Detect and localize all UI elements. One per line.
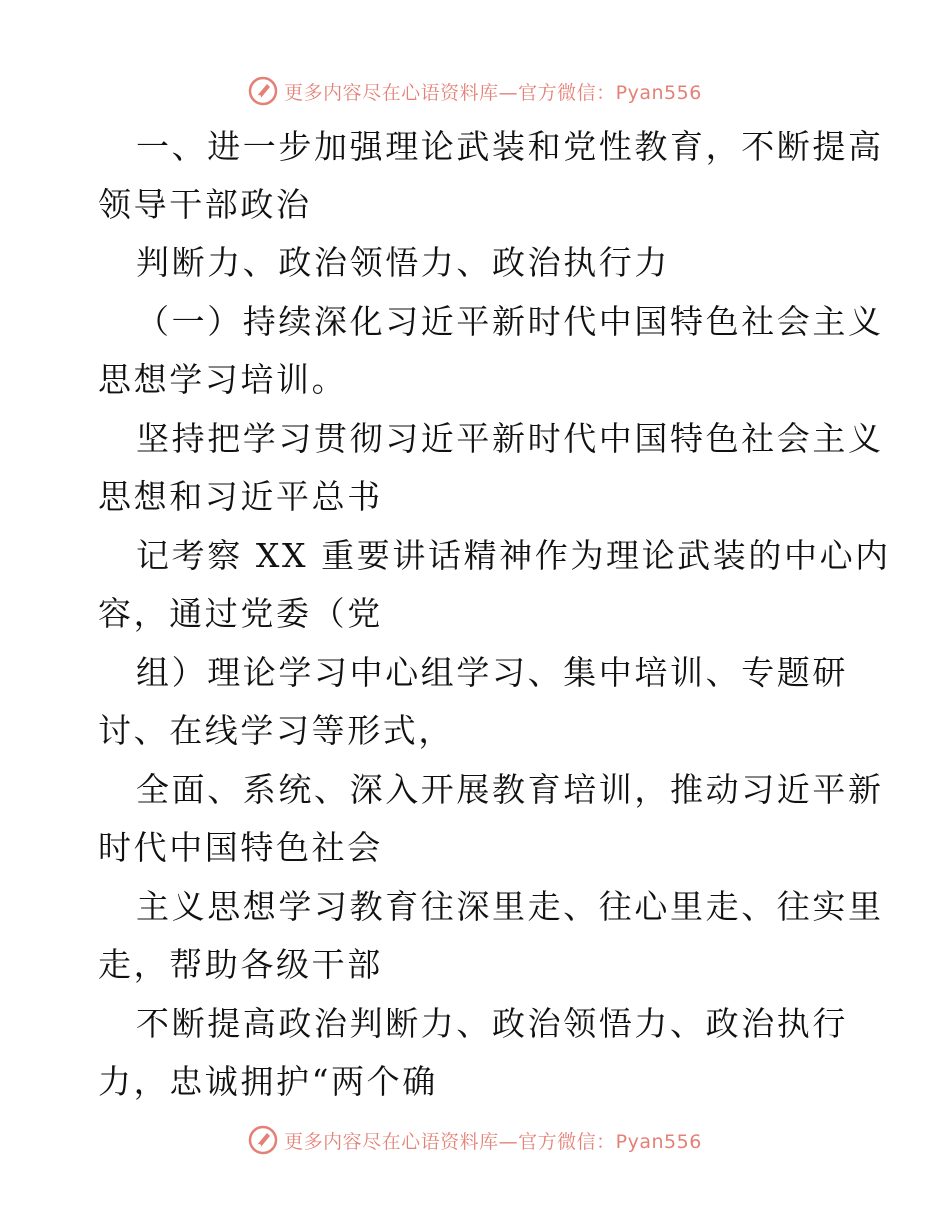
- brand-logo-icon: [248, 76, 278, 106]
- body-line: 走，帮助各级干部: [98, 945, 383, 984]
- body-line: 组）理论学习中心组学习、集中培训、专题研: [136, 653, 848, 692]
- body-line: 时代中国特色社会: [98, 828, 383, 867]
- body-line: 思想和习近平总书: [98, 477, 383, 516]
- body-line: 领导干部政治: [98, 185, 312, 224]
- header-watermark: [0, 71, 950, 111]
- body-line: 主义思想学习教育往深里走、往心里走、往实里: [136, 887, 884, 926]
- body-line: 讨、在线学习等形式，: [98, 711, 454, 750]
- brand-logo-icon: [248, 1125, 278, 1155]
- body-line: 判断力、政治领悟力、政治执行力: [136, 243, 670, 282]
- body-line: 容，通过党委（党: [98, 594, 383, 633]
- watermark-text: 更多内容尽在心语资料库—官方微信：Pyan556: [284, 81, 702, 104]
- body-line: 一、进一步加强理论武装和党性教育，不断提高: [136, 127, 884, 166]
- body-line: 力，忠诚拥护“两个确: [98, 1062, 438, 1101]
- body-line: 不断提高政治判断力、政治领悟力、政治执行: [136, 1004, 848, 1043]
- body-line: 全面、系统、深入开展教育培训，推动习近平新: [136, 770, 884, 809]
- body-line: （一）持续深化习近平新时代中国特色社会主义: [136, 302, 884, 341]
- body-line: 坚持把学习贯彻习近平新时代中国特色社会主义: [136, 419, 884, 458]
- body-line: 记考察 XX 重要讲话精神作为理论武装的中心内: [136, 536, 891, 575]
- watermark-text: 更多内容尽在心语资料库—官方微信：Pyan556: [284, 1130, 702, 1153]
- footer-watermark: [0, 1120, 950, 1160]
- body-line: 思想学习培训。: [98, 360, 348, 399]
